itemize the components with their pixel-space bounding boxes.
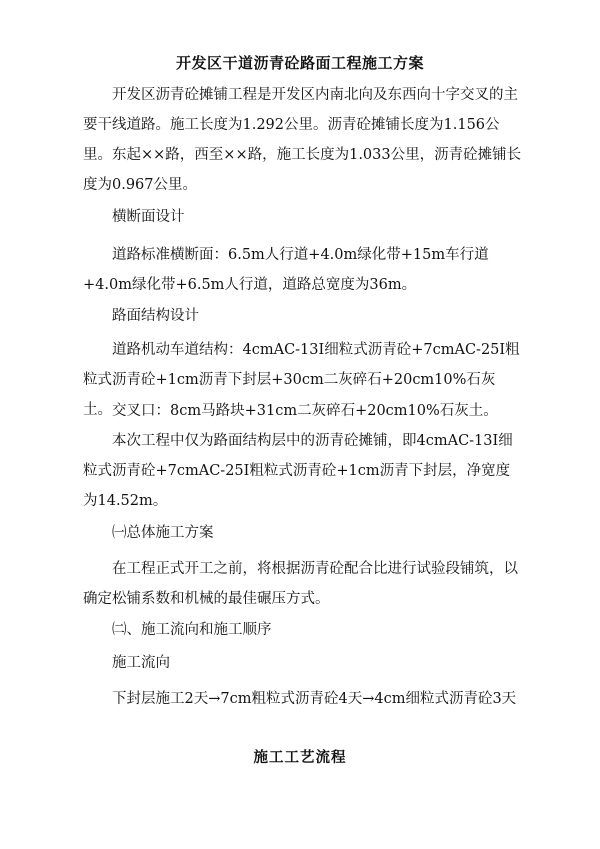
intersection-paragraph: 交叉口：8cm马路块+31cm二灰碎石+20cm10%石灰土。 (112, 403, 498, 419)
document-title: 开发区干道沥青砼路面工程施工方案 (175, 54, 424, 72)
flow-heading: 施工流向 (112, 655, 170, 671)
cross-section-paragraph: 道路标准横断面：6.5m人行道+4.0m绿化带+15m车行道+4.0m绿化带+6.5m人行道，道路总宽度为36m。 (83, 247, 489, 293)
scope-paragraph: 本次工程中仅为路面结构层中的沥青砼摊铺，即4cmAC-13I细粒式沥青砼+7cmAC-25I粗粒式沥青砼+1cm沥青下封层，净宽度为14.52m。 (83, 433, 513, 509)
flow-paragraph: 下封层施工2天→7cm粗粒式沥青砼4天→4cm细粒式沥青砼3天 (112, 691, 517, 707)
pavement-structure-paragraph: 道路机动车道结构：4cmAC-13I细粒式沥青砼+7cmAC-25I粗粒式沥青砼+1cm沥青下封层+30cm二灰碎石+20cm10%石灰土。 (83, 342, 520, 418)
pavement-structure-heading: 路面结构设计 (112, 308, 199, 324)
sequence-heading: ㈡、施工流向和施工顺序 (112, 622, 272, 638)
intro-paragraph: 开发区沥青砼摊铺工程是开发区内南北向及东西向十字交叉的主要干线道路。施工长度为1.292公里。沥青砼摊铺长度为1.156公里。东起××路，西至××路，施工长度为1.033公里，沥青砼摊铺长度为0.967公里。 (83, 87, 522, 193)
overall-plan-paragraph: 在工程正式开工之前，将根据沥青砼配合比进行试验段铺筑，以确定松铺系数和机械的最佳碾压方式。 (83, 561, 518, 607)
cross-section-heading: 横断面设计 (112, 209, 185, 225)
process-section-title: 施工工艺流程 (253, 749, 347, 766)
overall-plan-heading: ㈠总体施工方案 (112, 525, 214, 541)
